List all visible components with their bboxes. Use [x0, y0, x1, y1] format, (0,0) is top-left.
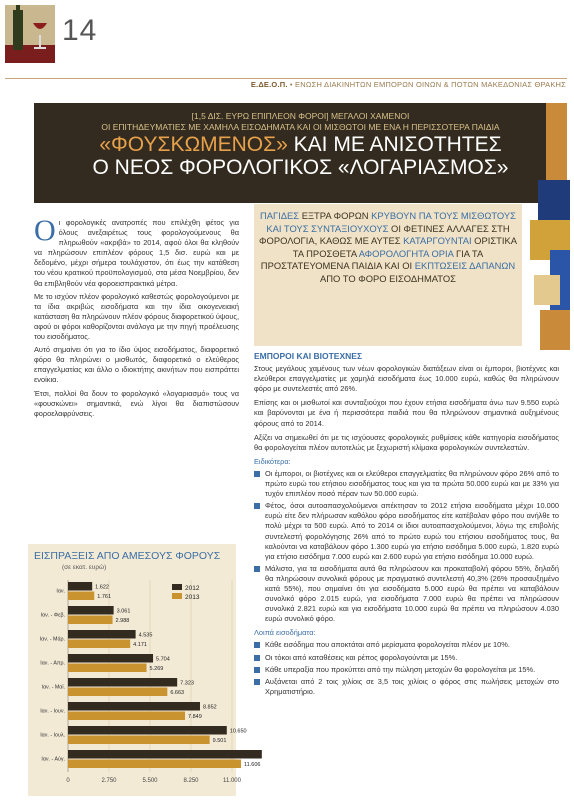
banner-subtitle-line-2: ΟΙ ΕΠΙΤΗΔΕΥΜΑΤΙΕΣ ΜΕ ΧΑΜΗΛΑ ΕΙΣΟΔΗΜΑΤΑ ΚΑΙ ΟΙ ΜΙΣΘΩΤΟΙ ΜΕ ΕΝΑ Η ΠΕΡΙΣΣΟΤΕΡΑ ΠΑΙΔΙΑ — [101, 122, 500, 132]
callout-highlight: ΠΑΓΙΔΕΣ — [260, 210, 300, 221]
x-tick-label: 8.250 — [183, 778, 199, 784]
data-label: 11.606 — [244, 762, 261, 768]
category-label: Ιαν. - Απρ. — [40, 660, 65, 667]
right-paragraph-1: Στους μεγάλους χαμένους των νέων φορολογικών διατάξεων είναι οι έμποροι, βιοτέχνες και ελεύθεροι επαγγελματίες με χαμηλά εισοδήματα έως 10.000 ευρώ, καθώς θα πληρώνουν φόρο με συντελεστές από 26%. — [254, 364, 559, 394]
title-quote: «ΦΟΥΣΚΩΜΕΝΟΣ» — [99, 133, 288, 156]
left-paragraph-4: Έτσι, πολλοί θα δουν το φορολογικό «λογαριασμό» τους να «φουσκώνει» σημαντικά, ενώ λίγοι θα διαπιστώσουν φοροελαφρύνσεις. — [34, 388, 239, 418]
article-title — [34, 133, 567, 179]
data-label: 5.269 — [149, 666, 164, 672]
data-label: 7.849 — [188, 714, 202, 720]
category-label: Ιαν. - Αύγ. — [41, 756, 65, 763]
data-label: 4.171 — [133, 642, 147, 648]
data-label: 8.852 — [202, 704, 217, 711]
header-wine-photo — [5, 5, 55, 63]
callout-highlight: ΚΡΥΒΟΥΝ — [371, 210, 417, 221]
banner-subtitle-line-1: [1,5 ΔΙΣ. ΕΥΡΩ ΕΠΙΠΛΕΟΝ ΦΟΡΟΙ] ΜΕΓΑΛΟΙ ΧΑΜΕΝΟΙ — [191, 111, 410, 121]
list-item — [254, 564, 559, 625]
left-paragraph-3: Αυτό σημαίνει ότι για το ίδιο ύψος εισοδήματος, διαφορετικό φόρο θα πληρώνει ο μισθωτός, διαφορετικό ο ελεύθερος επαγγελματίας και άλλο ο ιδιοκτήτης ακινήτων που εισπράττει ενοίκια. — [34, 345, 239, 385]
header-organization — [251, 80, 566, 89]
right-paragraph-2: Επίσης και οι μισθωτοί και συνταξιούχοι που έχουν ετήσια εισοδήματα άνω των 9.550 ευρώ και βαρύνονται με ένα ή περισσότερα παιδιά που θα πληρώνουν σημαντικά αυξημένους φόρους από το 2014. — [254, 398, 559, 428]
callout-span: ΟΙ ΦΕΤΙΝΕΣ ΑΛΛΑΓΕΣ ΣΤΗ ΦΟΡΟΛΟΓΙΑ, ΚΑΘΩΣ ΜΕ ΑΥΤΕΣ — [259, 222, 510, 247]
org-abbreviation: Ε.ΔΕ.Ο.Π. — [250, 80, 288, 89]
chart-title: ΕΙΣΠΡΑΞΕΙΣ ΑΠΟ ΑΜΕΣΟΥΣ ΦΟΡΟΥΣ — [34, 550, 221, 562]
category-label: Ιαν. - Μάρ. — [39, 636, 65, 643]
x-tick-label: 5.500 — [142, 778, 158, 784]
legend-label: 2012 — [185, 585, 200, 592]
list-item-text: Φέτος, όσοι αυτοαπασχολούμενοι απέκτησαν το 2012 ετήσια εισοδήματα μέχρι 10.000 ευρώ είτε δεν πλήρωσαν καθόλου φόρο εισοδήματος είτε κατέβαλαν φόρο που ανήλθε το πολύ μέχρι τα 500 ευρώ. Από το 2014 οι ίδιοι αυτοαπασχολούμενοι, λόγω της επιβολής συντελεστή φορολόγησης 26% από το πρώτο ευρώ του ετήσιου εισοδήματος τους, θα καλούνται να καταβάλουν φόρο 1.300 ευρώ για ετήσιο εισόδημα 5.000 ευρώ, 1.820 ευρώ για ετήσιο εισόδημα 7.000 ευρώ και 2.600 ευρώ για ετήσιο εισόδημα 10.000 ευρώ. — [265, 501, 559, 561]
callout-span: ΟΡΙΣΤΙΚΑ ΤΑ ΠΡΟΣΘΕΤΑ — [292, 235, 517, 259]
org-name: • ΕΝΩΣΗ ΔΙΑΚΙΝΗΤΩΝ ΕΜΠΟΡΩΝ ΟΙΝΩΝ & ΠΟΤΩΝ ΜΑΚΕΔΟΝΙΑΣ ΘΡΑΚΗΣ — [289, 80, 566, 89]
chart-unit-label: (σε εκατ. ευρώ) — [62, 564, 107, 571]
data-label: 5.704 — [156, 656, 170, 663]
bullet-square-icon — [254, 655, 260, 661]
bar-2012 — [68, 678, 177, 687]
list-item — [254, 469, 559, 499]
callout-text — [259, 210, 517, 286]
bar-2012 — [68, 582, 92, 591]
left-column-body — [34, 214, 239, 422]
section-heading: ΕΜΠΟΡΟΙ ΚΑΙ ΒΙΟΤΕΧΝΕΣ — [254, 351, 363, 361]
bar-2012 — [68, 654, 153, 663]
drop-cap: Ο — [34, 214, 56, 247]
category-label: Ιαν. - Φεβ. — [40, 612, 65, 619]
bar-2013 — [68, 616, 113, 625]
bullet-square-icon — [254, 642, 260, 648]
data-label: 10.650 — [229, 728, 247, 735]
list-2-label: Λοιπά εισοδήματα: — [254, 628, 316, 638]
list-item-text: Οι τόκοι από καταθέσεις και ρέπος φορολογούνται με 15%. — [265, 652, 458, 662]
x-tick-label: 11.000 — [223, 778, 241, 784]
right-column-body — [254, 351, 559, 701]
data-label: 1.761 — [97, 594, 112, 600]
list-item-text: Αυξάνεται από 2 τοις χιλίοις σε 3,5 τοις χιλίοις ο φόρος στις πωλήσεις μετοχών στο Χρηματιστήριο. — [265, 676, 559, 696]
list-item-text: Κάθε εισόδημα που αποκτάται από μερίσματα φορολογείται πλέον με 10%. — [265, 640, 510, 650]
bullet-square-icon — [254, 503, 260, 509]
bar-2013 — [68, 760, 241, 769]
bar-2012 — [68, 726, 227, 735]
list-item — [254, 501, 559, 562]
list-2 — [254, 640, 559, 696]
callout-highlight: ΕΚΠΤΩΣΕΙΣ ΔΑΠΑΝΩΝ — [414, 260, 516, 272]
list-item-text: Μάλιστα, για τα εισοδήματα αυτά θα πληρώσουν και προκαταβολή φόρου 55%, δηλαδή θα πληρώσουν συνολικά φόρους με πραγματικό συντελεστή 40,3% (26% προσαυξημένο κατά 55%), που σημαίνει ότι για εισοδήματα 5.000 ευρώ θα πρέπει να καταβάλουν συνολικό φόρο 2.015 ευρώ, για εισοδήματα 7.000 ευρώ θα πρέπει να πληρώσουν συνολικά 2.821 ευρώ και για εισοδήματα 10.000 ευρώ θα πρέπει να πληρώσουν 4.030 ευρώ συνολικό φόρο. — [265, 563, 559, 624]
page-number: 14 — [62, 14, 98, 47]
legend-swatch — [172, 584, 182, 590]
bullet-square-icon — [254, 566, 260, 572]
list-item — [254, 640, 559, 650]
list-item — [254, 653, 559, 663]
right-paragraph-3: Αξίζει να σημειωθεί ότι με τις ισχύουσες φορολογικές ρυθμίσεις κάθε κατηγορία εισοδήματος θα φορολογείται πλέον αυτοτελώς με ξεχωριστή κλίμακα φορολογικών συντελεστών. — [254, 432, 559, 452]
banner-subtitle — [34, 111, 567, 133]
bar-chart — [28, 572, 261, 796]
bullet-square-icon — [254, 471, 260, 477]
data-label: 9.501 — [212, 738, 227, 744]
list-item-text: Οι έμποροι, οι βιοτέχνες και οι ελεύθεροι επαγγελματίες θα πληρώνουν φόρο 26% από το πρώτο ευρώ του ετήσιου εισοδήματος τους και για τα πρώτα 50.000 ευρώ και με 33% για τυχόν επιπλέον ποσό πέραν των 50.000 ευρώ. — [265, 468, 559, 499]
bar-2012 — [68, 750, 262, 759]
category-label: Ιαν. - Μαϊ. — [41, 684, 65, 691]
data-label: 6.663 — [170, 690, 185, 696]
data-label: 7.323 — [180, 680, 194, 687]
list-item — [254, 665, 559, 675]
bar-2013 — [68, 640, 130, 649]
callout-highlight: ΠΑ ΤΟΥΣ ΜΙΣΘΩΤΟΥΣ ΚΑΙ ΤΟΥΣ ΣΥΝΤΑΞΙΟΥΧΟΥΣ — [266, 210, 516, 234]
category-label: Ιαν. - Ιουν. — [40, 708, 65, 715]
x-tick-label: 0 — [66, 778, 70, 784]
data-label: 1.622 — [95, 584, 109, 591]
bar-2013 — [68, 664, 147, 673]
title-line-1-rest: ΚΑΙ ΜΕ ΑΝΙΣΟΤΗΤΕΣ — [287, 133, 502, 156]
category-label: Ιαν. — [56, 588, 65, 595]
data-label: 2.988 — [115, 618, 130, 624]
title-line-2: Ο ΝΕΟΣ ΦΟΡΟΛΟΓΙΚΟΣ «ΛΟΓΑΡΙΑΣΜΟΣ» — [92, 156, 509, 179]
data-label: 4.535 — [138, 632, 153, 639]
bar-2012 — [68, 630, 136, 639]
list-item — [254, 677, 559, 697]
bar-2012 — [68, 702, 200, 711]
list-1 — [254, 469, 559, 624]
bar-2013 — [68, 592, 94, 601]
list-1-label: Ειδικότερα: — [254, 456, 291, 466]
left-paragraph-1 — [34, 214, 239, 289]
decorative-image — [530, 180, 570, 350]
legend-swatch — [172, 593, 182, 599]
legend-label: 2013 — [185, 594, 200, 601]
bullet-square-icon — [254, 679, 260, 685]
bar-2013 — [68, 688, 167, 697]
callout-span: ΕΞΤΡΑ ΦΟΡΩΝ — [299, 210, 372, 221]
x-tick-label: 2.750 — [101, 778, 117, 784]
header-divider — [5, 78, 567, 79]
list-item-text: Κάθε υπεραξία που προκύπτει από την πώληση μετοχών θα φορολογείται με 15%. — [265, 664, 536, 674]
bullet-square-icon — [254, 667, 260, 673]
category-label: Ιαν. - Ιουλ. — [40, 732, 65, 739]
data-label: 3.061 — [116, 608, 131, 615]
left-paragraph-1-text: ι φορολογικές ανατροπές που επιλέχθη φέτος για όλους ανεξαιρέτως τους φορολογούμενους θα πληρωθούν «ακριβά» το 2014, αφού όλοι θα κληθούν να πληρώσουν επιπλέον φόρους 1,5 δισ. ευρώ και με δεδομένο, μέχρι σήμερα τουλάχιστον, ότι έως την κατάθεση του νέου κρατικού προϋπολογισμού, στα μέσα Νοεμβρίου, δεν θα επιβληθούν νέα φοροεισπρακτικά μέτρα. — [34, 218, 239, 288]
callout-span: ΑΠΟ ΤΟ ΦΟΡΟ ΕΙΣΟΔΗΜΑΤΟΣ — [320, 272, 456, 284]
callout-span: ΓΙΑ ΤΑ ΠΡΟΣΤΑΤΕΥΟΜΕΝΑ ΠΑΙΔΙΑ ΚΑΙ ΟΙ — [260, 247, 484, 272]
bar-2012 — [68, 606, 114, 615]
bar-2013 — [68, 736, 210, 745]
callout-highlight: ΚΑΤΑΡΓΟΥΝΤΑΙ — [403, 235, 472, 247]
callout-highlight: ΑΦΟΡΟΛΟΓΗΤΑ ΟΡΙΑ — [358, 247, 454, 259]
left-paragraph-2: Με το ισχύον πλέον φορολογικό καθεστώς φορολογούμενοι με τα ίδια ακριβώς εισοδήματα και την ίδια οικογενειακή κατάσταση θα πληρώνουν πλέον φόρους διαφορετικού ύψους, αφού οι φόροι καθορίζονται ανάλογα με την πηγή προέλευσης του εισοδήματος. — [34, 291, 239, 342]
bar-2013 — [68, 712, 185, 721]
